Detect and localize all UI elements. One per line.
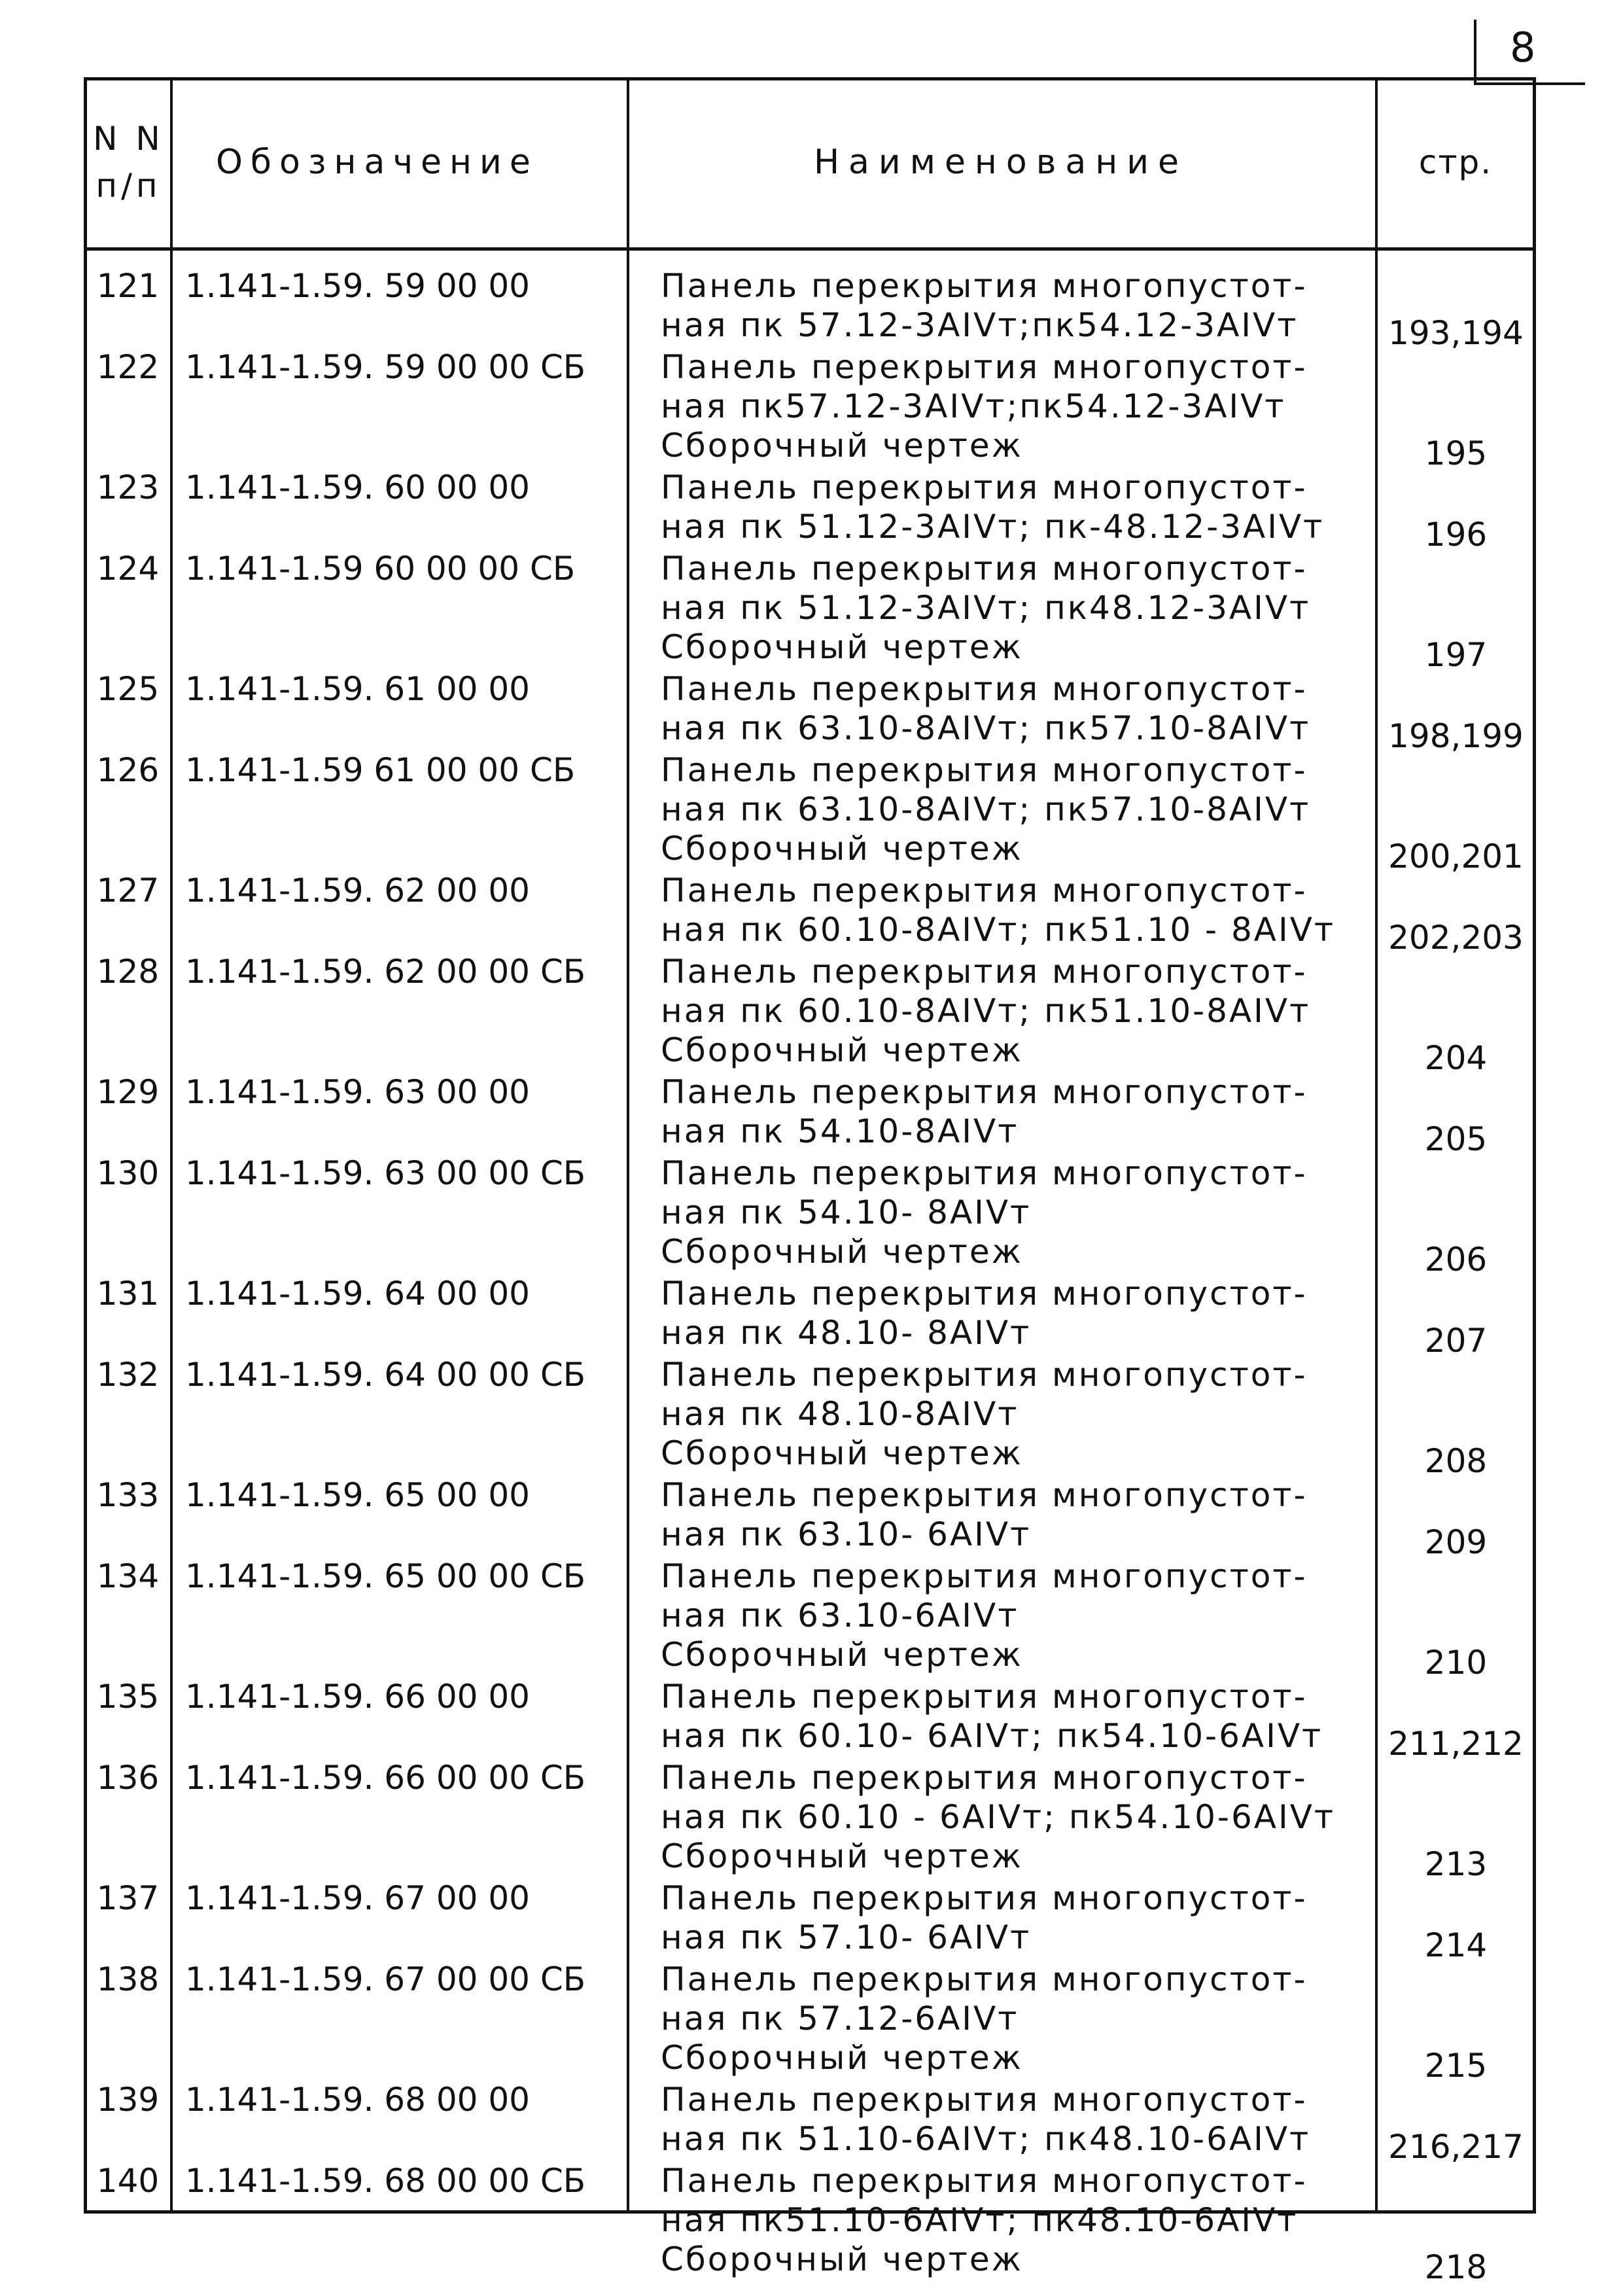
row-name-line: ная пк 57.12-3АIVт;пк54.12-3АIVт	[661, 306, 1299, 344]
row-code: 1.141-1.59. 65 00 00	[185, 1476, 530, 1514]
row-number: 131	[96, 1275, 160, 1313]
row-number: 128	[96, 953, 160, 991]
row-name-line: Панель перекрытия многопустот-	[661, 468, 1308, 506]
row-code: 1.141-1.59. 67 00 00 СБ	[185, 1960, 586, 1998]
row-name-line: ная пк 63.10-8АIVт; пк57.10-8АIVт	[661, 790, 1311, 828]
table-row	[87, 1476, 1533, 1561]
row-name-line: Панель перекрытия многопустот-	[661, 1557, 1308, 1595]
row-name	[661, 1759, 1393, 1877]
table-row	[87, 267, 1533, 352]
row-name-line: ная пк 51.10-6АIVт; пк48.10-6АIVт	[661, 2120, 1311, 2158]
row-number: 125	[96, 670, 160, 708]
row-name	[661, 953, 1393, 1070]
row-name	[661, 2162, 1393, 2280]
row-name-line: Панель перекрытия многопустот-	[661, 348, 1308, 386]
row-code: 1.141-1.59. 67 00 00	[185, 1879, 530, 1917]
row-name-line: Сборочный чертеж	[661, 1031, 1023, 1069]
row-code: 1.141-1.59. 66 00 00	[185, 1678, 530, 1716]
row-name-line: Панель перекрытия многопустот-	[661, 1476, 1308, 1514]
row-name-line: ная пк 60.10- 6АIVт; пк54.10-6АIVт	[661, 1717, 1323, 1755]
row-page: 209	[1424, 1523, 1488, 1561]
row-name-line: ная пк 60.10-8АIVт; пк51.10-8АIVт	[661, 992, 1311, 1030]
table-row	[87, 1759, 1533, 1883]
row-code: 1.141-1.59. 59 00 00 СБ	[185, 348, 586, 386]
row-code: 1.141-1.59. 63 00 00 СБ	[185, 1154, 586, 1192]
row-code: 1.141-1.59. 59 00 00	[185, 267, 530, 305]
row-page: 207	[1424, 1322, 1488, 1360]
page-number: 8	[1510, 24, 1536, 71]
table-row	[87, 1960, 1533, 2085]
table-row	[87, 1275, 1533, 1360]
table-row	[87, 751, 1533, 875]
row-name-line: Панель перекрытия многопустот-	[661, 2162, 1308, 2200]
row-name-line: ная пк 48.10-8АIVт	[661, 1395, 1019, 1433]
row-name-line: Панель перекрытия многопустот-	[661, 1356, 1308, 1394]
row-name-line: Панель перекрытия многопустот-	[661, 1759, 1308, 1797]
row-name	[661, 267, 1393, 345]
row-name-line: ная пк 57.10- 6АIVт	[661, 1918, 1032, 1956]
row-page: 215	[1424, 2047, 1488, 2085]
row-page: 213	[1424, 1845, 1488, 1883]
row-name-line: Панель перекрытия многопустот-	[661, 1678, 1308, 1716]
row-name-line: ная пк 57.12-6АIVт	[661, 2000, 1019, 2038]
row-name-line: Сборочный чертеж	[661, 1434, 1023, 1472]
row-name-line: Панель перекрытия многопустот-	[661, 2081, 1308, 2119]
row-page: 197	[1424, 636, 1488, 674]
row-name	[661, 1356, 1393, 1474]
table-row	[87, 1557, 1533, 1682]
row-name	[661, 1073, 1393, 1152]
table-row	[87, 872, 1533, 957]
row-name-line: Панель перекрытия многопустот-	[661, 1154, 1308, 1192]
row-page: 204	[1424, 1039, 1488, 1077]
table-row	[87, 953, 1533, 1077]
row-name-line: ная пк 63.10- 6АIVт	[661, 1515, 1032, 1553]
row-name-line: ная пк 60.10 - 6АIVт; пк54.10-6АIVт	[661, 1798, 1336, 1836]
header-page: стр.	[1418, 143, 1493, 181]
row-name-line: Панель перекрытия многопустот-	[661, 1960, 1308, 1998]
row-number: 140	[96, 2162, 160, 2200]
row-page: 218	[1424, 2248, 1488, 2286]
row-name-line: ная пк51.10-6АIVт; пк48.10-6АIVт	[661, 2201, 1299, 2239]
row-name-line: Сборочный чертеж	[661, 628, 1023, 666]
header-num	[87, 77, 170, 247]
row-name	[661, 2081, 1393, 2159]
row-name-line: Панель перекрытия многопустот-	[661, 267, 1308, 305]
table-row	[87, 1154, 1533, 1279]
table-row	[87, 2081, 1533, 2166]
row-name-line: ная пк 60.10-8АIVт; пк51.10 - 8АIVт	[661, 911, 1336, 949]
row-page: 198,199	[1388, 717, 1524, 755]
row-code: 1.141-1.59. 66 00 00 СБ	[185, 1759, 586, 1797]
row-name	[661, 550, 1393, 667]
row-name	[661, 348, 1393, 466]
table-row	[87, 670, 1533, 755]
table-row	[87, 550, 1533, 674]
row-name-line: Сборочный чертеж	[661, 2039, 1023, 2077]
row-name-line: ная пк 63.10-6АIVт	[661, 1597, 1019, 1634]
row-name	[661, 1960, 1393, 2078]
table-row	[87, 468, 1533, 554]
row-name-line: ная пк 63.10-8АIVт; пк57.10-8АIVт	[661, 709, 1311, 747]
row-name	[661, 1879, 1393, 1958]
row-code: 1.141-1.59. 68 00 00 СБ	[185, 2162, 586, 2200]
row-number: 124	[96, 550, 160, 588]
row-page: 211,212	[1388, 1725, 1524, 1763]
row-name-line: Панель перекрытия многопустот-	[661, 1275, 1308, 1313]
row-number: 123	[96, 468, 160, 506]
header-divider	[84, 247, 1536, 251]
row-name-line: ная пк 54.10- 8АIVт	[661, 1193, 1032, 1231]
row-name	[661, 1678, 1393, 1756]
row-name-line: Сборочный чертеж	[661, 1837, 1023, 1875]
row-page: 206	[1424, 1241, 1488, 1279]
row-number: 132	[96, 1356, 160, 1394]
row-page: 195	[1424, 434, 1488, 472]
row-number: 130	[96, 1154, 160, 1192]
row-code: 1.141-1.59. 62 00 00	[185, 872, 530, 910]
row-code: 1.141-1.59. 60 00 00	[185, 468, 530, 506]
row-name-line: Панель перекрытия многопустот-	[661, 1879, 1308, 1917]
row-number: 135	[96, 1678, 160, 1716]
row-name-line: Панель перекрытия многопустот-	[661, 872, 1308, 910]
row-name	[661, 1476, 1393, 1555]
row-number: 137	[96, 1879, 160, 1917]
row-name	[661, 1275, 1393, 1353]
page-number-box	[1474, 20, 1579, 82]
row-name-line: Сборочный чертеж	[661, 1233, 1023, 1271]
row-code: 1.141-1.59. 63 00 00	[185, 1073, 530, 1111]
header-num-line2: п/п	[96, 167, 162, 205]
row-page: 196	[1424, 516, 1488, 554]
row-code: 1.141-1.59. 62 00 00 СБ	[185, 953, 586, 991]
row-number: 126	[96, 751, 160, 789]
table-row	[87, 2162, 1533, 2286]
table-row	[87, 1879, 1533, 1964]
row-name-line: Панель перекрытия многопустот-	[661, 550, 1308, 588]
table-row	[87, 1678, 1533, 1763]
table-row	[87, 1356, 1533, 1480]
row-page: 193,194	[1388, 314, 1524, 352]
header-num-line1: N N	[93, 120, 164, 158]
row-number: 139	[96, 2081, 160, 2119]
row-name	[661, 670, 1393, 749]
row-number: 134	[96, 1557, 160, 1595]
row-number: 129	[96, 1073, 160, 1111]
row-name-line: Панель перекрытия многопустот-	[661, 953, 1308, 991]
row-name-line: ная пк 48.10- 8АIVт	[661, 1314, 1032, 1352]
row-name-line: Сборочный чертеж	[661, 427, 1023, 465]
page-number-divider	[1474, 20, 1476, 85]
row-page: 210	[1424, 1644, 1488, 1682]
row-name	[661, 1557, 1393, 1675]
row-page: 205	[1424, 1120, 1488, 1158]
row-page: 202,203	[1388, 919, 1524, 957]
row-name-line: ная пк 51.12-3АIVт; пк48.12-3АIVт	[661, 589, 1311, 627]
row-name	[661, 1154, 1393, 1272]
row-page: 208	[1424, 1442, 1488, 1480]
row-name	[661, 468, 1393, 547]
row-number: 133	[96, 1476, 160, 1514]
row-name	[661, 751, 1393, 869]
row-page: 216,217	[1388, 2128, 1524, 2166]
row-number: 138	[96, 1960, 160, 1998]
table-row	[87, 348, 1533, 472]
row-name-line: Сборочный чертеж	[661, 1636, 1023, 1674]
row-name-line: Панель перекрытия многопустот-	[661, 751, 1308, 789]
row-number: 121	[96, 267, 160, 305]
row-code: 1.141-1.59 61 00 00 СБ	[185, 751, 576, 789]
row-name-line: Сборочный чертеж	[661, 2240, 1023, 2278]
header-code: Обозначение	[216, 143, 538, 182]
row-code: 1.141-1.59. 68 00 00	[185, 2081, 530, 2119]
row-name-line: ная пк 54.10-8АIVт	[661, 1112, 1019, 1150]
row-number: 136	[96, 1759, 160, 1797]
row-name-line: Сборочный чертеж	[661, 830, 1023, 868]
row-name-line: ная пк 51.12-3АIVт; пк-48.12-3АIVт	[661, 508, 1325, 546]
row-code: 1.141-1.59. 64 00 00	[185, 1275, 530, 1313]
row-name-line: Панель перекрытия многопустот-	[661, 1073, 1308, 1111]
row-number: 122	[96, 348, 160, 386]
row-page: 214	[1424, 1926, 1488, 1964]
row-name-line: ная пк57.12-3АIVт;пк54.12-3АIVт	[661, 387, 1286, 425]
row-code: 1.141-1.59. 64 00 00 СБ	[185, 1356, 586, 1394]
row-code: 1.141-1.59. 61 00 00	[185, 670, 530, 708]
row-page: 200,201	[1388, 838, 1524, 875]
row-name-line: Панель перекрытия многопустот-	[661, 670, 1308, 708]
row-code: 1.141-1.59. 65 00 00 СБ	[185, 1557, 586, 1595]
row-number: 127	[96, 872, 160, 910]
row-code: 1.141-1.59 60 00 00 СБ	[185, 550, 576, 588]
table-row	[87, 1073, 1533, 1158]
header-name: Наименование	[813, 143, 1189, 182]
row-name	[661, 872, 1393, 950]
